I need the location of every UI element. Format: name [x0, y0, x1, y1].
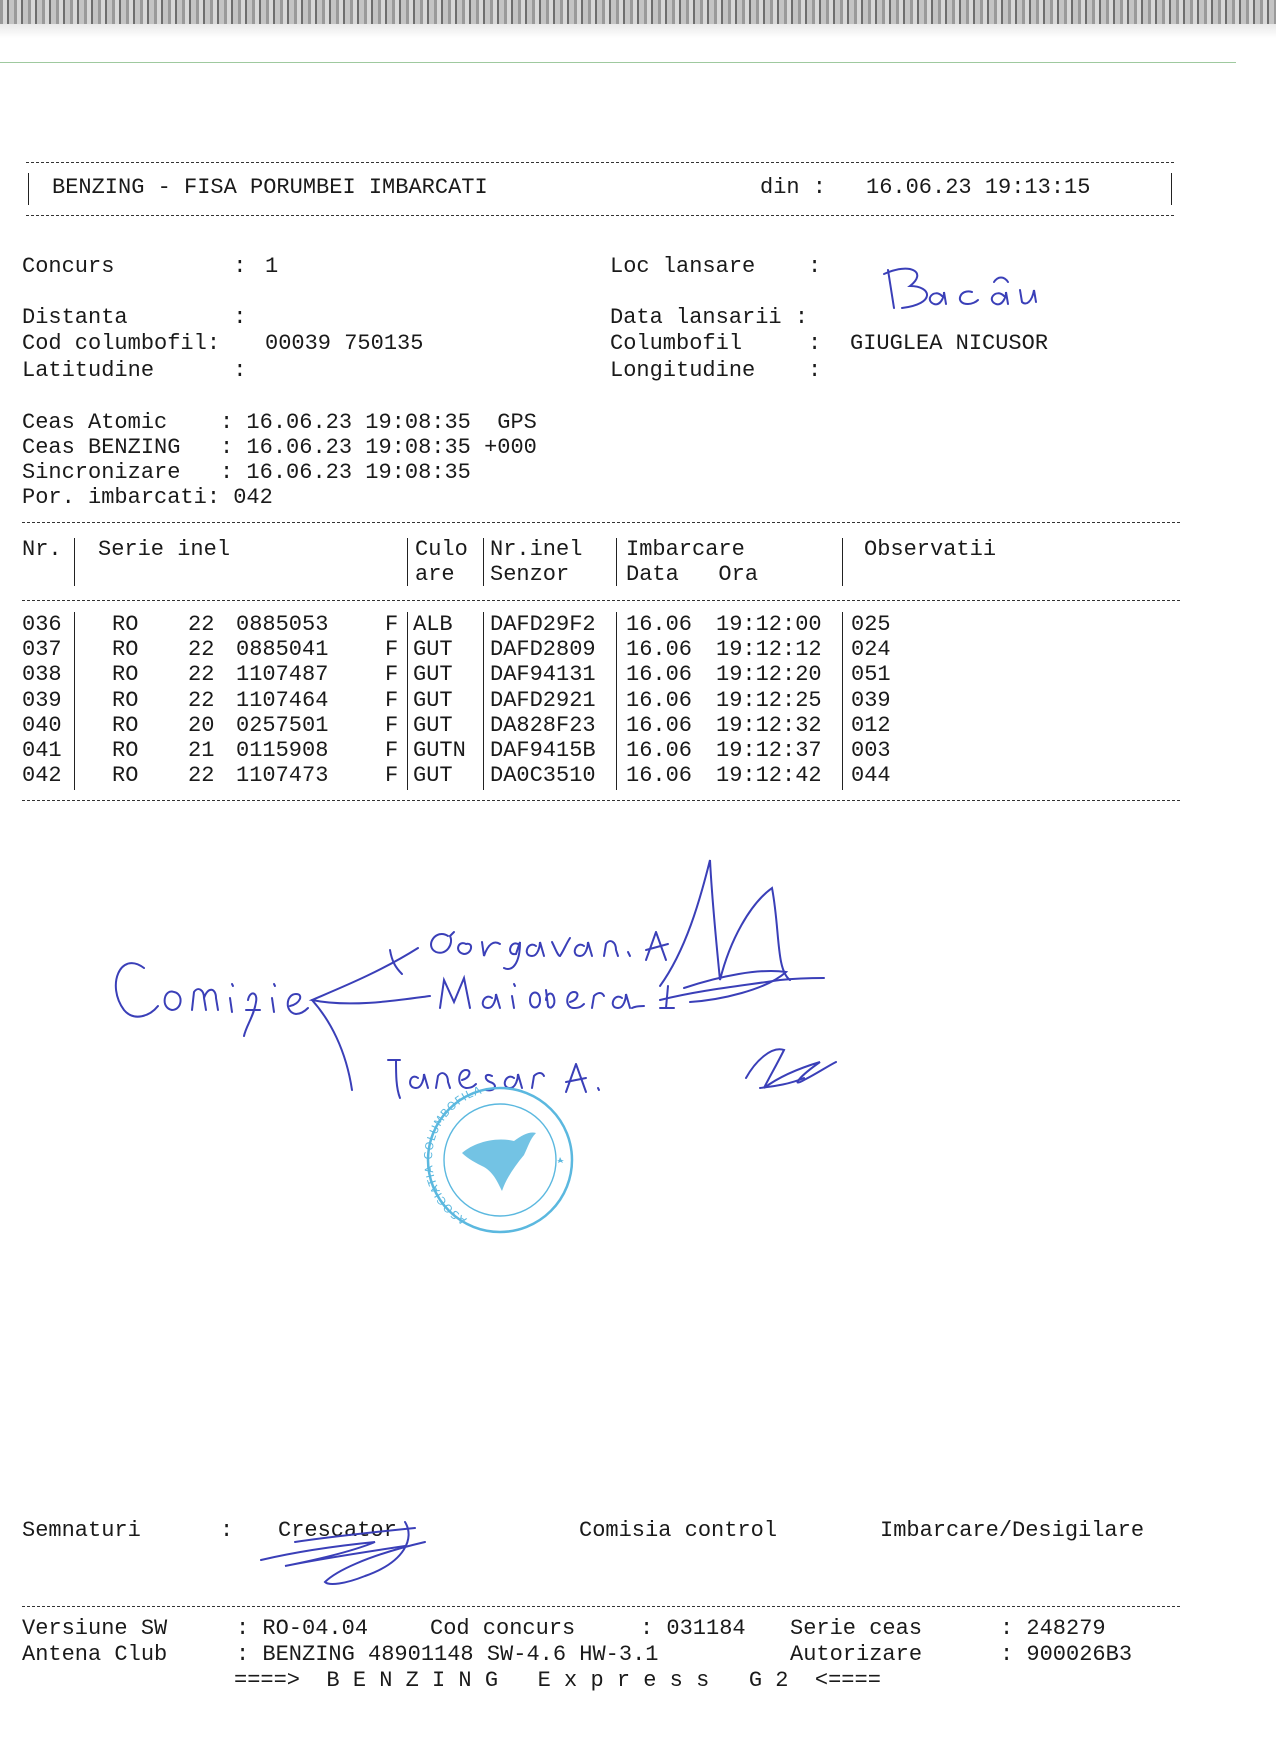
cell-time: 19:12:25 — [716, 687, 822, 713]
cell-color: GUT — [413, 687, 453, 713]
cell-time: 19:12:20 — [716, 662, 822, 688]
cell-ring-number: 0257501 — [236, 712, 329, 738]
columbofil-value: GIUGLEA NICUSOR — [850, 331, 1049, 356]
latitudine-label: Latitudine : — [22, 358, 247, 383]
cell-nr: 040 — [22, 712, 62, 738]
th-data-ora: Data Ora — [626, 562, 759, 587]
versiune-sw-value: : RO-04.04 — [236, 1616, 369, 1641]
cell-country: RO — [112, 612, 139, 637]
cell-color: GUT — [413, 712, 453, 738]
table-col-divider — [407, 612, 408, 790]
cell-color: GUT — [413, 662, 453, 688]
cell-country: RO — [112, 763, 139, 789]
imbarcare-desigilare-label: Imbarcare/Desigilare — [880, 1518, 1145, 1543]
table-col-divider — [483, 612, 484, 790]
concurs-label: Concurs : — [22, 254, 247, 279]
cell-observatii: 003 — [851, 738, 891, 763]
cell-observatii: 012 — [851, 712, 891, 738]
autorizare-label: Autorizare — [790, 1642, 923, 1667]
cell-country: RO — [112, 738, 139, 763]
cell-date: 16.06 — [626, 687, 693, 713]
cell-sensor: DA0C3510 — [490, 763, 596, 789]
table-header-rule — [22, 600, 1180, 601]
cell-ring-number: 1107464 — [236, 687, 329, 713]
cell-sensor: DAFD29F2 — [490, 612, 596, 637]
longitudine-label: Longitudine : — [610, 358, 822, 383]
cell-ring-number: 0885053 — [236, 612, 329, 637]
crescator-label: Crescator — [278, 1518, 397, 1543]
cell-nr: 039 — [22, 687, 62, 713]
cell-year: 22 — [188, 637, 215, 663]
cell-time: 19:12:37 — [716, 738, 822, 763]
cod-concurs-label: Cod concurs — [430, 1616, 576, 1641]
cell-year: 22 — [188, 662, 215, 688]
cell-sex: F — [385, 712, 399, 738]
table-col-divider — [616, 612, 617, 790]
cell-sensor: DAF94131 — [490, 662, 596, 688]
serie-ceas-value: : 248279 — [1000, 1616, 1106, 1641]
cell-date: 16.06 — [626, 738, 693, 763]
antena-club-label: Antena Club — [22, 1642, 168, 1667]
cell-observatii: 039 — [851, 687, 891, 713]
cell-sex: F — [385, 612, 399, 637]
cell-country: RO — [112, 662, 139, 688]
cell-date: 16.06 — [626, 612, 693, 637]
document-title: BENZING - FISA PORUMBEI IMBARCATI — [52, 175, 488, 200]
concurs-value: 1 — [265, 254, 279, 279]
cell-sex: F — [385, 637, 399, 663]
cell-date: 16.06 — [626, 763, 693, 789]
cod-columbofil-value: 00039 750135 — [265, 331, 424, 356]
th-observatii: Observatii — [864, 537, 997, 562]
scan-shadow — [0, 24, 1276, 38]
th-imbarcare: Imbarcare — [626, 537, 745, 562]
table-top-rule — [22, 522, 1180, 523]
cell-time: 19:12:12 — [716, 637, 822, 663]
cell-time: 19:12:42 — [716, 763, 822, 789]
cell-year: 21 — [188, 738, 215, 763]
ceas-benzing-line: Ceas BENZING : 16.06.23 19:08:35 +000 — [22, 435, 537, 460]
top-rule — [0, 62, 1236, 63]
cell-sensor: DAFD2921 — [490, 687, 596, 713]
cell-time: 19:12:00 — [716, 612, 822, 637]
din-label: din : — [760, 175, 827, 200]
cell-sex: F — [385, 687, 399, 713]
cell-date: 16.06 — [626, 662, 693, 688]
crescator-signature — [255, 1512, 445, 1592]
cell-observatii: 044 — [851, 763, 891, 789]
cell-observatii: 024 — [851, 637, 891, 663]
th-nr: Nr. — [22, 537, 62, 562]
columbofil-label: Columbofil : — [610, 331, 822, 356]
cell-nr: 042 — [22, 763, 62, 789]
cell-year: 22 — [188, 687, 215, 713]
cell-date: 16.06 — [626, 712, 693, 738]
table-col-divider — [616, 538, 617, 586]
cell-observatii: 025 — [851, 612, 891, 637]
stamp-text: ASOCIATIA COLUMBOFILA — [421, 1083, 484, 1228]
cell-country: RO — [112, 687, 139, 713]
th-senzor: Senzor — [490, 562, 570, 587]
cell-sensor: DAFD2809 — [490, 637, 596, 663]
table-col-divider — [483, 538, 484, 586]
cell-sex: F — [385, 738, 399, 763]
din-datetime: 16.06.23 19:13:15 — [866, 175, 1091, 200]
cell-ring-number: 0885041 — [236, 637, 329, 663]
handwritten-comisie-block — [100, 840, 900, 1100]
table-col-divider — [842, 612, 843, 790]
th-nr-inel: Nr.inel — [490, 537, 583, 562]
sincronizare-line: Sincronizare : 16.06.23 19:08:35 — [22, 460, 471, 485]
table-col-divider — [74, 612, 75, 790]
table-col-divider — [74, 538, 75, 586]
cell-sensor: DA828F23 — [490, 712, 596, 738]
cell-year: 22 — [188, 612, 215, 637]
autorizare-value: : 900026B3 — [1000, 1642, 1133, 1667]
cell-sensor: DAF9415B — [490, 738, 596, 763]
cell-nr: 037 — [22, 637, 62, 663]
cell-color: GUT — [413, 763, 453, 789]
th-serie-inel: Serie inel — [98, 537, 231, 562]
club-stamp — [410, 1075, 590, 1245]
cell-ring-number: 1107487 — [236, 662, 329, 688]
cell-nr: 041 — [22, 738, 62, 763]
loc-lansare-label: Loc lansare : — [610, 254, 822, 279]
table-bottom-rule — [22, 800, 1180, 801]
cell-year: 22 — [188, 763, 215, 789]
benzing-express-banner: ====> B E N Z I N G E x p r e s s G 2 <==== — [234, 1668, 881, 1693]
table-col-divider — [842, 538, 843, 586]
porumbei-imbarcati-line: Por. imbarcati: 042 — [22, 485, 273, 510]
cell-sex: F — [385, 662, 399, 688]
cell-year: 20 — [188, 712, 215, 738]
th-culoare-2: are — [415, 562, 455, 587]
cell-date: 16.06 — [626, 637, 693, 663]
scan-edge — [0, 0, 1276, 24]
distanta-label: Distanta : — [22, 305, 247, 330]
cell-time: 19:12:32 — [716, 712, 822, 738]
versiune-sw-label: Versiune SW — [22, 1616, 168, 1641]
th-culoare: Culo — [415, 537, 468, 562]
cell-ring-number: 0115908 — [236, 738, 329, 763]
footer-rule — [22, 1606, 1180, 1607]
data-lansarii-label: Data lansarii : — [610, 305, 809, 330]
ceas-atomic-line: Ceas Atomic : 16.06.23 19:08:35 GPS — [22, 410, 537, 435]
cell-country: RO — [112, 712, 139, 738]
serie-ceas-label: Serie ceas — [790, 1616, 923, 1641]
cell-sex: F — [385, 763, 399, 789]
comisia-control-label: Comisia control — [579, 1518, 778, 1543]
cell-ring-number: 1107473 — [236, 763, 329, 789]
cell-nr: 036 — [22, 612, 62, 637]
cell-color: GUTN — [413, 738, 466, 763]
cell-color: ALB — [413, 612, 453, 637]
cell-nr: 038 — [22, 662, 62, 688]
cod-columbofil-label: Cod columbofil: — [22, 331, 221, 356]
table-col-divider — [407, 538, 408, 586]
handwritten-loc-lansare — [880, 262, 1070, 322]
cell-country: RO — [112, 637, 139, 663]
cell-color: GUT — [413, 637, 453, 663]
cell-observatii: 051 — [851, 662, 891, 688]
antena-club-value: : BENZING 48901148 SW-4.6 HW-3.1 — [236, 1642, 659, 1667]
cod-concurs-value: : 031184 — [640, 1616, 746, 1641]
semnaturi-label: Semnaturi : — [22, 1518, 234, 1543]
